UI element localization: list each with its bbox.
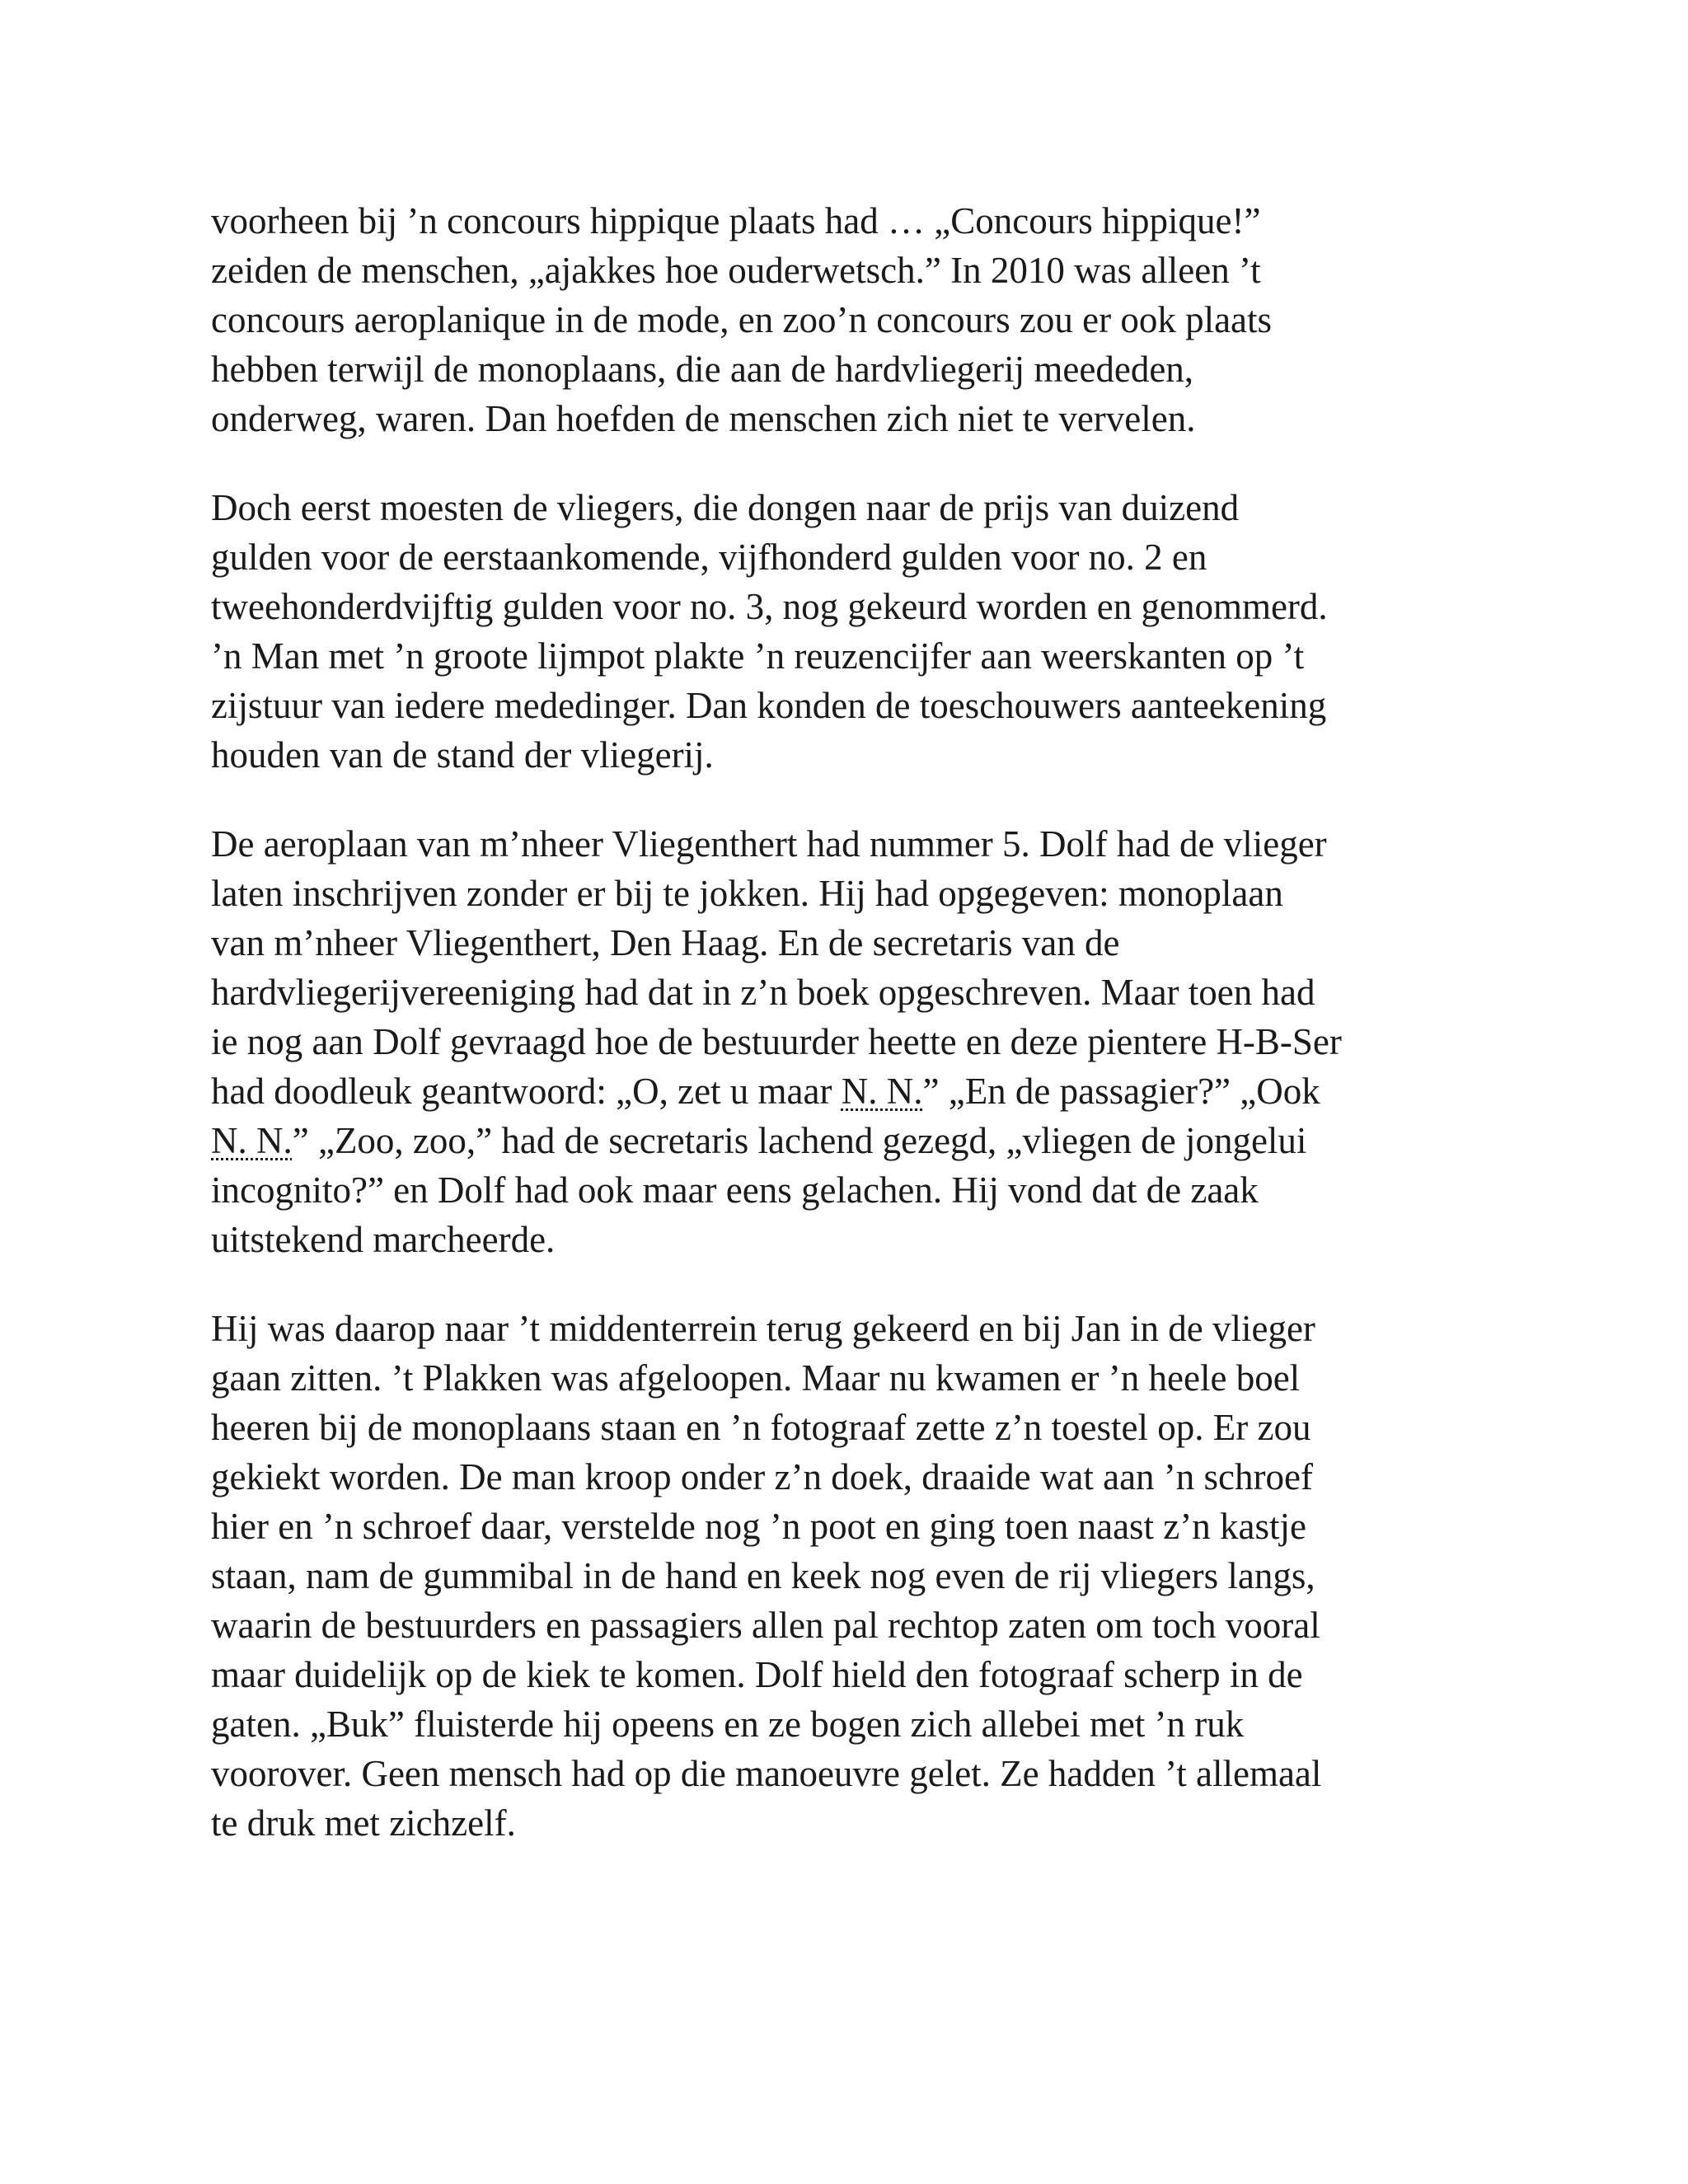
text-line [211, 196, 1497, 246]
text-line [211, 1403, 1497, 1452]
text-segment: te druk met zichzelf. [211, 1802, 516, 1844]
text-segment: hier en ’n schroef daar, verstelde nog ’n poot en ging toen naast z’n kastje [211, 1506, 1306, 1547]
text-segment: had doodleuk geantwoord: „O, zet u maar [211, 1071, 842, 1112]
abbreviation: N. N. [841, 1071, 923, 1112]
text-segment: ’n Man met ’n groote lijmpot plakte ’n reuzencijfer aan weerskanten op ’t [211, 635, 1305, 677]
text-line [211, 1017, 1497, 1066]
text-segment: incognito?” en Dolf had ook maar eens gelachen. Hij vond dat de zaak [211, 1169, 1259, 1211]
paragraph [211, 819, 1497, 1264]
text-line [211, 1066, 1497, 1116]
text-line [211, 532, 1497, 582]
text-line [211, 1601, 1497, 1650]
text-line [211, 1304, 1497, 1353]
text-line [211, 1749, 1497, 1798]
text-segment: hardvliegerijvereeniging had dat in z’n boek opgeschreven. Maar toen had [211, 972, 1315, 1013]
text-segment: De aeroplaan van m’nheer Vliegenthert had nummer 5. Dolf had de vlieger [211, 823, 1327, 865]
text-segment: laten inschrijven zonder er bij te jokken. Hij had opgegeven: monoplaan [211, 873, 1283, 914]
text-segment: Hij was daarop naar ’t middenterrein terug gekeerd en bij Jan in de vlieger [211, 1308, 1315, 1349]
text-line [211, 394, 1497, 443]
text-line [211, 1650, 1497, 1699]
text-line [211, 1353, 1497, 1403]
text-segment: onderweg, waren. Dan hoefden de menschen zich niet te vervelen. [211, 398, 1196, 439]
text-segment: ” „Zoo, zoo,” had de secretaris lachend gezegd, „vliegen de jongelui [292, 1120, 1307, 1161]
text-line [211, 631, 1497, 681]
text-segment: ie nog aan Dolf gevraagd hoe de bestuurder heette en deze pientere H-B-Ser [211, 1021, 1342, 1062]
text-segment: Doch eerst moesten de vliegers, die dongen naar de prijs van duizend [211, 487, 1240, 528]
text-line [211, 1699, 1497, 1749]
text-segment: houden van de stand der vliegerij. [211, 734, 714, 776]
text-segment: gekiekt worden. De man kroop onder z’n doek, draaide wat aan ’n schroef [211, 1456, 1313, 1497]
text-segment: maar duidelijk op de kiek te komen. Dolf hield den fotograaf scherp in de [211, 1654, 1303, 1695]
text-line [211, 1452, 1497, 1502]
text-segment: zijstuur van iedere mededinger. Dan konden de toeschouwers aanteekening [211, 685, 1327, 726]
text-segment: uitstekend marcheerde. [211, 1219, 556, 1260]
text-segment: van m’nheer Vliegenthert, Den Haag. En de secretaris van de [211, 922, 1120, 963]
body-text [211, 196, 1497, 1887]
text-line [211, 1551, 1497, 1601]
text-segment: concours aeroplanique in de mode, en zoo’n concours zou er ook plaats [211, 299, 1273, 340]
text-segment: ” „En de passagier?” „Ook [922, 1071, 1320, 1112]
text-segment: tweehonderdvijftig gulden voor no. 3, nog gekeurd worden en genommerd. [211, 586, 1328, 627]
text-line [211, 1116, 1497, 1165]
text-line [211, 295, 1497, 344]
text-segment: zeiden de menschen, „ajakkes hoe ouderwetsch.” In 2010 was alleen ’t [211, 250, 1261, 291]
text-segment: gaten. „Buk” fluisterde hij opeens en ze bogen zich allebei met ’n ruk [211, 1704, 1245, 1745]
abbreviation: N. N. [211, 1120, 293, 1161]
text-line [211, 1798, 1497, 1848]
text-line [211, 1215, 1497, 1264]
text-line [211, 819, 1497, 869]
text-segment: gulden voor de eerstaankomende, vijfhonderd gulden voor no. 2 en [211, 537, 1207, 578]
text-line [211, 246, 1497, 295]
text-segment: waarin de bestuurders en passagiers allen pal rechtop zaten om toch vooral [211, 1605, 1320, 1646]
text-line [211, 968, 1497, 1017]
text-line [211, 582, 1497, 631]
text-segment: staan, nam de gummibal in de hand en keek nog even de rij vliegers langs, [211, 1555, 1315, 1596]
text-segment: heeren bij de monoplaans staan en ’n fotograaf zette z’n toestel op. Er zou [211, 1407, 1311, 1448]
paragraph [211, 1304, 1497, 1848]
text-line [211, 730, 1497, 780]
text-segment: voorheen bij ’n concours hippique plaats had … „Concours hippique!” [211, 200, 1261, 241]
paragraph [211, 483, 1497, 780]
text-line [211, 483, 1497, 532]
text-segment: hebben terwijl de monoplaans, die aan de hardvliegerij meededen, [211, 349, 1194, 390]
text-segment: gaan zitten. ’t Plakken was afgeloopen. Maar nu kwamen er ’n heele boel [211, 1357, 1301, 1399]
text-line [211, 344, 1497, 394]
text-line [211, 1502, 1497, 1551]
text-segment: voorover. Geen mensch had op die manoeuvre gelet. Ze hadden ’t allemaal [211, 1753, 1322, 1794]
text-line [211, 918, 1497, 968]
paragraph [211, 196, 1497, 443]
text-line [211, 681, 1497, 730]
text-line [211, 869, 1497, 918]
text-line [211, 1165, 1497, 1215]
